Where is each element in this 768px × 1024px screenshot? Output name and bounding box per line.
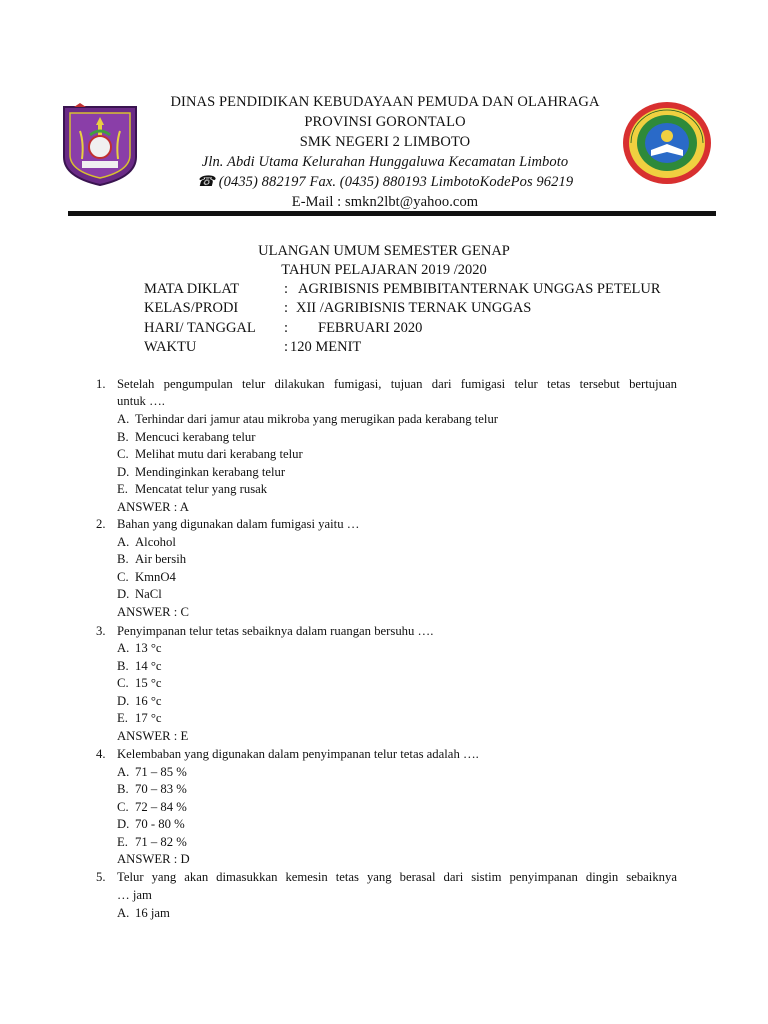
header-divider: [68, 211, 716, 216]
question-number: 5.: [96, 870, 106, 884]
option-item: A. Alcohol: [117, 535, 176, 549]
letterhead-province: PROVINSI GORONTALO: [304, 114, 466, 130]
answer-key: ANSWER : E: [117, 729, 189, 743]
option-item: B. Air bersih: [117, 552, 187, 566]
option-item: A. Terhindar dari jamur atau mikroba yang merugikan pada kerabang telur: [117, 412, 499, 426]
option-item: D. 70 - 80 %: [117, 817, 185, 831]
answer-key: ANSWER : D: [117, 852, 190, 866]
telephone-icon: ☎: [196, 174, 215, 190]
letterhead: [140, 92, 630, 212]
exam-title: ULANGAN UMUM SEMESTER GENAP: [258, 243, 510, 259]
option-item: B. 14 °c: [117, 659, 162, 673]
question-number: 1.: [96, 377, 106, 391]
meta-class: KELAS/PRODI : XII /AGRIBISNIS TERNAK UNGGAS: [144, 300, 532, 316]
option-item: B. 70 – 83 %: [117, 782, 187, 796]
school-emblem-icon: [617, 98, 717, 188]
letterhead-school: SMK NEGERI 2 LIMBOTO: [299, 134, 471, 150]
letterhead-email: E-Mail : smkn2lbt@yahoo.com: [291, 194, 479, 210]
option-item: A. 71 – 85 %: [117, 765, 187, 779]
option-item: C. 72 – 84 %: [117, 800, 187, 814]
exam-year: TAHUN PELAJARAN 2019 /2020: [281, 262, 487, 278]
option-item: E. 71 – 82 %: [117, 835, 187, 849]
option-item: D. NaCl: [117, 587, 162, 601]
option-item: C. KmnO4: [117, 570, 176, 584]
question-number: 2.: [96, 517, 106, 531]
letterhead-phone-line: [140, 172, 630, 192]
letterhead-phone: (0435) 882197 Fax. (0435) 880193 LimbotoKodePos 96219: [218, 174, 574, 190]
answer-key: ANSWER : A: [117, 500, 189, 514]
question-text: Bahan yang digunakan dalam fumigasi yaitu …: [117, 517, 360, 531]
option-item: E. Mencatat telur yang rusak: [117, 482, 268, 496]
option-item: B. Mencuci kerabang telur: [117, 430, 256, 444]
option-item: A. 16 jam: [117, 906, 170, 920]
letterhead-address: Jln. Abdi Utama Kelurahan Hunggaluwa Kecamatan Limboto: [201, 154, 569, 170]
question-number: 4.: [96, 747, 106, 761]
question-text: Setelah pengumpulan telur dilakukan fumigasi, tujuan dari fumigasi telur tetas tersebut bertujuan: [117, 377, 677, 391]
answer-key: ANSWER : C: [117, 605, 189, 619]
letterhead-agency: DINAS PENDIDIKAN KEBUDAYAAN PEMUDA DAN OLAHRAGA: [170, 94, 600, 110]
question-number: 3.: [96, 624, 106, 638]
option-item: D. Mendinginkan kerabang telur: [117, 465, 286, 479]
provincial-emblem-icon: [60, 103, 140, 187]
question-text: Kelembaban yang digunakan dalam penyimpanan telur tetas adalah ….: [117, 747, 479, 761]
question-text: Telur yang akan dimasukkan kemesin tetas yang berasal dari sistim penyimpanan dingin sebaiknya: [117, 870, 677, 884]
option-item: E. 17 °c: [117, 711, 162, 725]
option-item: D. 16 °c: [117, 694, 162, 708]
meta-date: HARI/ TANGGAL : FEBRUARI 2020: [144, 320, 423, 336]
question-text-cont: untuk ….: [117, 394, 165, 408]
meta-subject: MATA DIKLAT : AGRIBISNIS PEMBIBITANTERNAK UNGGAS PETELUR: [144, 281, 661, 297]
meta-time: WAKTU : 120 MENIT: [144, 339, 362, 355]
question-text-cont: … jam: [117, 888, 152, 902]
question-text: Penyimpanan telur tetas sebaiknya dalam ruangan bersuhu ….: [117, 624, 434, 638]
option-item: C. 15 °c: [117, 676, 162, 690]
option-item: A. 13 °c: [117, 641, 162, 655]
option-item: C. Melihat mutu dari kerabang telur: [117, 447, 303, 461]
